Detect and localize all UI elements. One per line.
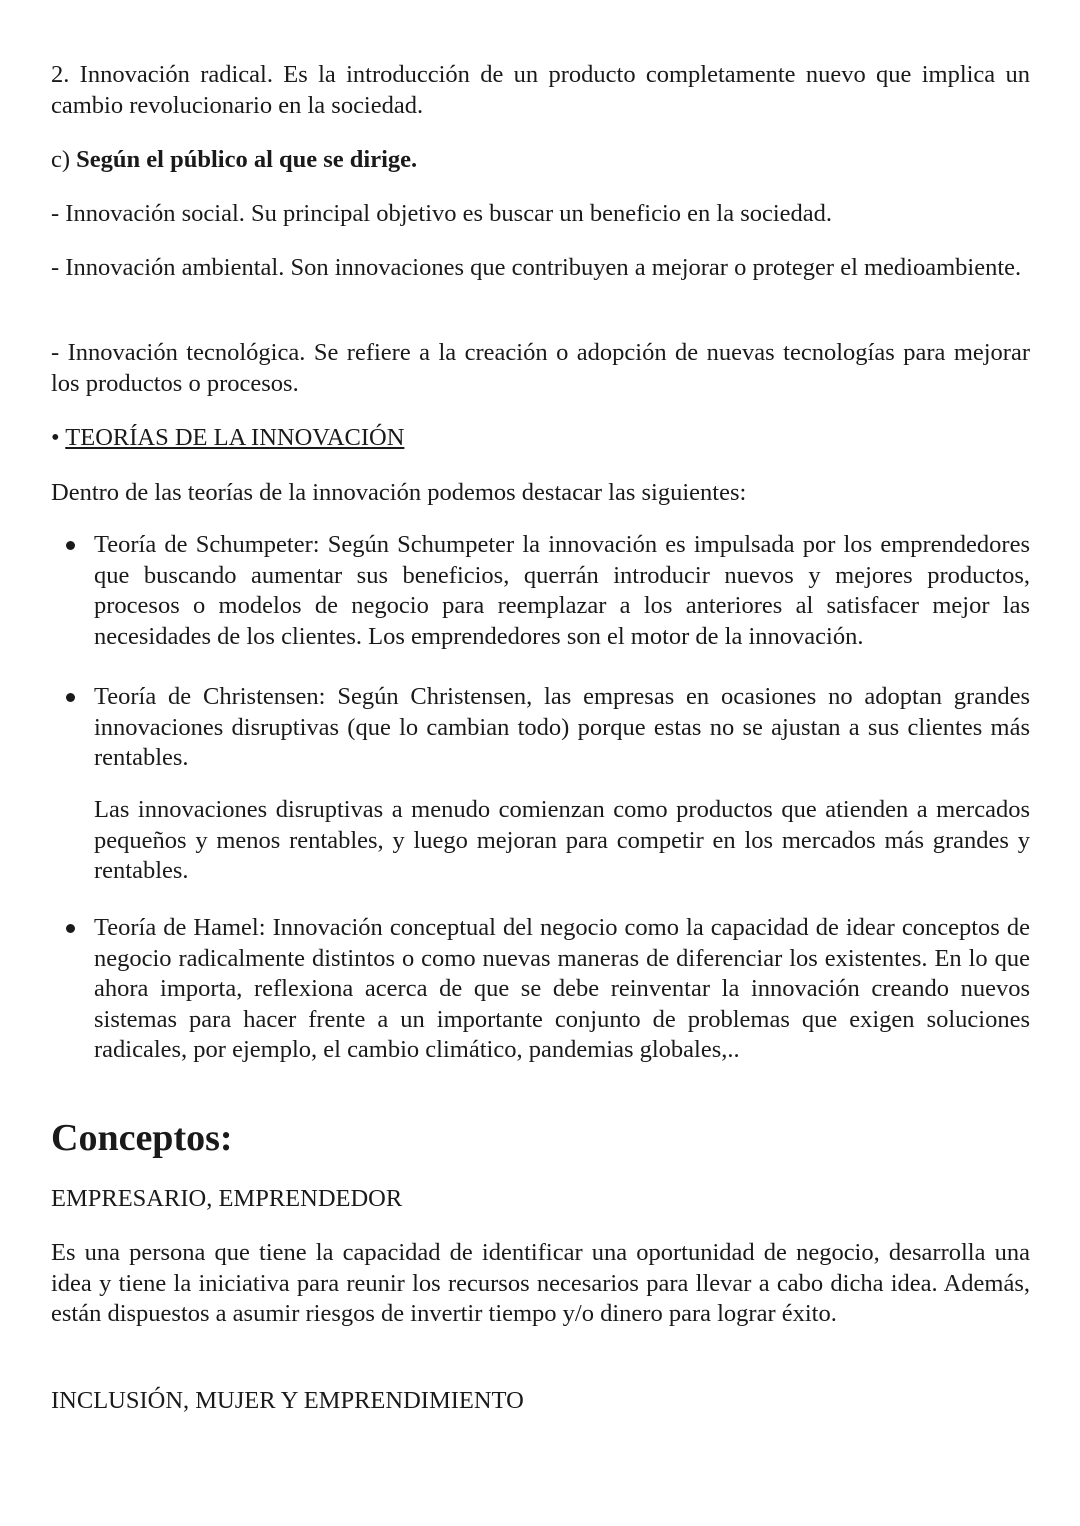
bullet-icon: • <box>51 424 66 451</box>
subheading-bold: Según el público al que se dirige. <box>76 146 418 173</box>
bullet-icon <box>66 541 75 550</box>
christensen-extra-paragraph: Las innovaciones disruptivas a menudo comienzan como productos que atienden a mercados pequeños y menos rentables, y luego mejoran para competir en los mercados más grandes y rentables. <box>94 796 1030 885</box>
bullet-icon <box>66 693 75 702</box>
theory-hamel: Teoría de Hamel: Innovación conceptual del negocio como la capacidad de idear conceptos de negocio radicalmente distintos o como nuevas maneras de diferenciar los existentes. En lo que ahora importa, reflexiona acerca de que se debe reinventar la innovación creando nuevos sistemas para hacer frente a un importante conjunto de problemas que exigen soluciones radicales, por ejemplo, el cambio climático, pandemias globales,.. <box>94 914 1030 1064</box>
radical-innovation-paragraph: 2. Innovación radical. Es la introducción de un producto completamente nuevo que implica un cambio revolucionario en la sociedad. <box>51 61 1030 119</box>
empresario-heading: EMPRESARIO, EMPRENDEDOR <box>51 1185 403 1212</box>
environmental-innovation-paragraph: - Innovación ambiental. Son innovaciones que contribuyen a mejorar o proteger el medioambiente. <box>51 254 1022 281</box>
bullet-icon <box>66 924 75 933</box>
subheading-prefix: c) <box>51 146 77 173</box>
empresario-definition: Es una persona que tiene la capacidad de identificar una oportunidad de negocio, desarrolla una idea y tiene la iniciativa para reunir los recursos necesarios para llevar a cabo dicha idea. Además, están dispuestos a asumir riesgos de invertir tiempo y/o dinero para lograr éxito. <box>51 1239 1030 1328</box>
conceptos-heading: Conceptos: <box>51 1117 233 1159</box>
theories-intro: Dentro de las teorías de la innovación podemos destacar las siguientes: <box>51 479 747 506</box>
theory-schumpeter: Teoría de Schumpeter: Según Schumpeter la innovación es impulsada por los emprendedores que buscando aumentar sus beneficios, querrán introducir nuevos y mejores productos, procesos o modelos de negocio para reemplazar a los anteriores al satisfacer mejor las necesidades de los clientes. Los emprendedores son el motor de la innovación. <box>94 531 1030 650</box>
theories-heading <box>51 423 1030 454</box>
theories-heading-text: TEORÍAS DE LA INNOVACIÓN <box>65 424 405 451</box>
inclusion-heading: INCLUSIÓN, MUJER Y EMPRENDIMIENTO <box>51 1387 524 1414</box>
social-innovation-paragraph: - Innovación social. Su principal objetivo es buscar un beneficio en la sociedad. <box>51 200 833 227</box>
technological-innovation-paragraph: - Innovación tecnológica. Se refiere a la creación o adopción de nuevas tecnologías para mejorar los productos o procesos. <box>51 339 1030 397</box>
theory-christensen: Teoría de Christensen: Según Christensen, las empresas en ocasiones no adoptan grandes innovaciones disruptivas (que lo cambian todo) porque estas no se ajustan a sus clientes más rentables. <box>94 683 1030 772</box>
audience-subheading <box>51 145 1030 176</box>
